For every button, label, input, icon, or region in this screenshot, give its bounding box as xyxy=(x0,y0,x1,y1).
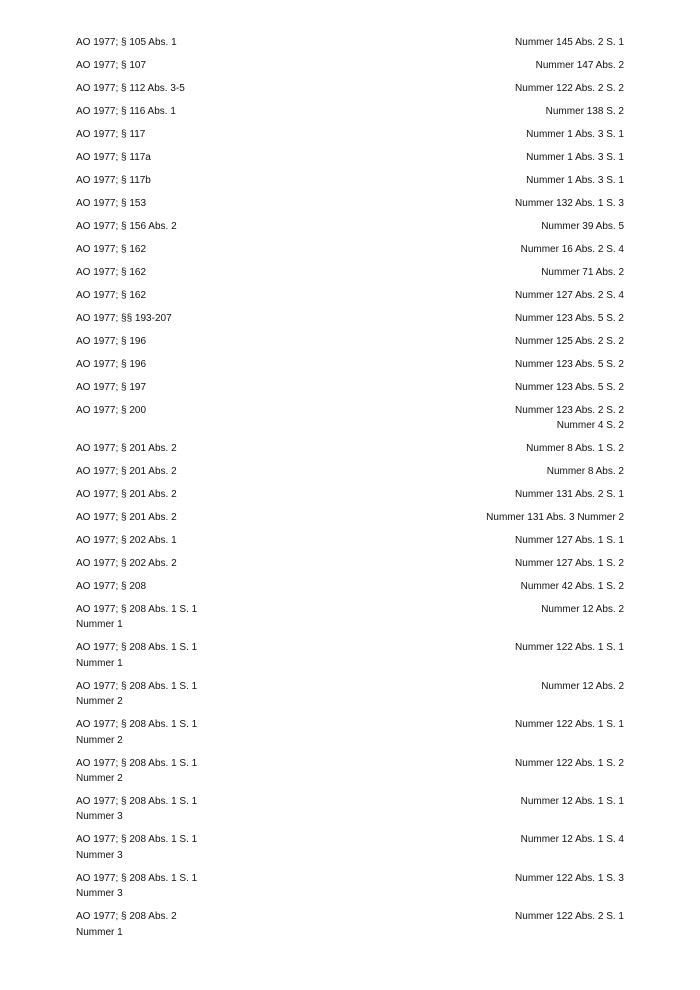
section-reference-line: Nummer 147 Abs. 2 xyxy=(535,59,624,71)
law-reference xyxy=(76,334,336,349)
section-reference-line: Nummer 1 Abs. 3 S. 1 xyxy=(526,128,624,140)
law-reference xyxy=(76,35,336,50)
index-entry xyxy=(76,756,624,787)
section-reference-line: Nummer 145 Abs. 2 S. 1 xyxy=(515,37,624,48)
law-reference-line: AO 1977; § 162 xyxy=(76,243,147,255)
index-entry xyxy=(76,487,624,502)
law-reference xyxy=(76,288,336,303)
law-reference-line: Nummer 2 xyxy=(76,734,123,746)
section-reference-line: Nummer 123 Abs. 5 S. 2 xyxy=(515,358,624,370)
index-entry xyxy=(76,311,624,326)
section-reference xyxy=(515,311,624,326)
law-reference-line: AO 1977; § 153 xyxy=(76,197,147,209)
section-reference-line: Nummer 122 Abs. 1 S. 3 xyxy=(515,872,624,884)
index-entry xyxy=(76,196,624,211)
section-reference-line: Nummer 1 Abs. 3 S. 1 xyxy=(526,174,624,186)
index-entry xyxy=(76,150,624,165)
section-reference-line: Nummer 127 Abs. 2 S. 4 xyxy=(515,289,624,301)
law-reference-line: AO 1977; § 208 Abs. 1 S. 1 xyxy=(76,719,198,731)
law-reference-line: AO 1977; § 201 Abs. 2 xyxy=(76,512,177,524)
index-entry xyxy=(76,357,624,372)
index-list xyxy=(0,35,700,940)
law-reference xyxy=(76,832,336,863)
section-reference-line: Nummer 12 Abs. 1 S. 1 xyxy=(520,795,624,807)
law-reference-line: AO 1977; § 196 xyxy=(76,335,147,347)
index-entry xyxy=(76,219,624,234)
law-reference-line: AO 1977; § 208 Abs. 1 S. 1 xyxy=(76,795,198,807)
law-reference-line: AO 1977; § 197 xyxy=(76,381,147,393)
law-reference-line: AO 1977; § 202 Abs. 1 xyxy=(76,535,177,547)
law-reference xyxy=(76,81,336,96)
section-reference xyxy=(515,756,624,771)
index-entry xyxy=(76,909,624,940)
section-reference-line: Nummer 16 Abs. 2 S. 4 xyxy=(520,243,624,255)
index-entry xyxy=(76,104,624,119)
law-reference-line: Nummer 3 xyxy=(76,888,123,900)
section-reference-line: Nummer 122 Abs. 1 S. 1 xyxy=(515,719,624,731)
law-reference-line: AO 1977; § 156 Abs. 2 xyxy=(76,220,177,232)
law-reference xyxy=(76,403,336,418)
law-reference-line: AO 1977; § 208 Abs. 1 S. 1 xyxy=(76,604,198,616)
section-reference xyxy=(515,357,624,372)
section-reference-line: Nummer 4 S. 2 xyxy=(556,420,624,432)
section-reference-line: Nummer 125 Abs. 2 S. 2 xyxy=(515,335,624,347)
law-reference-line: AO 1977; §§ 193-207 xyxy=(76,312,172,324)
section-reference xyxy=(526,441,624,456)
index-entry xyxy=(76,242,624,257)
section-reference xyxy=(541,265,624,280)
law-reference-line: AO 1977; § 117 xyxy=(76,128,146,140)
law-reference-line: AO 1977; § 208 Abs. 1 S. 1 xyxy=(76,757,198,769)
law-reference-line: AO 1977; § 208 Abs. 1 S. 1 xyxy=(76,680,198,692)
index-entry xyxy=(76,127,624,142)
law-reference xyxy=(76,150,336,165)
index-entry xyxy=(76,35,624,50)
index-entry xyxy=(76,510,624,525)
section-reference xyxy=(526,127,624,142)
section-reference xyxy=(526,150,624,165)
section-reference-line: Nummer 8 Abs. 1 S. 2 xyxy=(526,443,624,455)
law-reference-line: AO 1977; § 196 xyxy=(76,358,147,370)
law-reference-line: AO 1977; § 117a xyxy=(76,151,151,163)
index-entry xyxy=(76,265,624,280)
law-reference-line: AO 1977; § 208 Abs. 1 S. 1 xyxy=(76,642,198,654)
index-entry xyxy=(76,602,624,633)
index-entry xyxy=(76,58,624,73)
section-reference xyxy=(486,510,624,525)
section-reference xyxy=(515,640,624,655)
law-reference-line: AO 1977; § 105 Abs. 1 xyxy=(76,37,177,48)
law-reference xyxy=(76,104,336,119)
section-reference xyxy=(515,533,624,548)
index-entry xyxy=(76,579,624,594)
section-reference-line: Nummer 71 Abs. 2 xyxy=(541,266,624,278)
law-reference xyxy=(76,756,336,787)
section-reference-line: Nummer 131 Abs. 3 Nummer 2 xyxy=(486,512,624,524)
section-reference xyxy=(515,35,624,50)
law-reference-line: AO 1977; § 107 xyxy=(76,59,147,71)
section-reference xyxy=(521,242,624,257)
section-reference-line: Nummer 42 Abs. 1 S. 2 xyxy=(520,581,624,593)
law-reference-line: AO 1977; § 162 xyxy=(76,266,147,278)
section-reference-line: Nummer 123 Abs. 5 S. 2 xyxy=(515,312,624,324)
index-entry xyxy=(76,717,624,748)
index-entry xyxy=(76,679,624,710)
index-entry xyxy=(76,173,624,188)
section-reference-line: Nummer 39 Abs. 5 xyxy=(541,220,624,232)
law-reference-line: AO 1977; § 201 Abs. 2 xyxy=(76,489,177,501)
law-reference-line: Nummer 1 xyxy=(76,619,123,631)
section-reference-line: Nummer 122 Abs. 2 S. 2 xyxy=(515,82,624,94)
law-reference-line: AO 1977; § 208 Abs. 1 S. 1 xyxy=(76,834,198,846)
law-reference-line: AO 1977; § 208 xyxy=(76,581,147,593)
law-reference-line: AO 1977; § 201 Abs. 2 xyxy=(76,443,177,455)
law-reference xyxy=(76,533,336,548)
index-entry xyxy=(76,380,624,395)
section-reference xyxy=(515,334,624,349)
law-reference xyxy=(76,357,336,372)
section-reference-line: Nummer 12 Abs. 2 xyxy=(541,680,624,692)
law-reference xyxy=(76,127,336,142)
section-reference xyxy=(521,832,624,847)
section-reference-line: Nummer 8 Abs. 2 xyxy=(546,466,624,478)
index-entry xyxy=(76,533,624,548)
law-reference xyxy=(76,441,336,456)
section-reference-line: Nummer 123 Abs. 5 S. 2 xyxy=(515,381,624,393)
law-reference xyxy=(76,196,336,211)
index-entry xyxy=(76,640,624,671)
section-reference xyxy=(515,403,624,434)
law-reference xyxy=(76,794,336,825)
law-reference-line: AO 1977; § 202 Abs. 2 xyxy=(76,558,177,570)
law-reference xyxy=(76,242,336,257)
section-reference-line: Nummer 138 S. 2 xyxy=(545,105,624,117)
section-reference xyxy=(541,219,624,234)
law-reference xyxy=(76,311,336,326)
section-reference xyxy=(521,579,624,594)
law-reference-line: Nummer 3 xyxy=(76,811,123,823)
section-reference xyxy=(541,602,624,617)
section-reference xyxy=(515,717,624,732)
section-reference-line: Nummer 131 Abs. 2 S. 1 xyxy=(515,489,624,501)
section-reference xyxy=(541,679,624,694)
index-entry xyxy=(76,334,624,349)
law-reference xyxy=(76,602,336,633)
law-reference xyxy=(76,579,336,594)
law-reference-line: AO 1977; § 208 Abs. 2 xyxy=(76,911,177,923)
index-entry xyxy=(76,871,624,902)
section-reference-line: Nummer 122 Abs. 1 S. 1 xyxy=(515,642,624,654)
section-reference-line: Nummer 123 Abs. 2 S. 2 xyxy=(515,404,624,416)
section-reference xyxy=(515,556,624,571)
law-reference xyxy=(76,219,336,234)
section-reference xyxy=(547,464,624,479)
section-reference-line: Nummer 132 Abs. 1 S. 3 xyxy=(515,197,624,209)
law-reference xyxy=(76,58,336,73)
law-reference-line: AO 1977; § 162 xyxy=(76,289,147,301)
index-entry xyxy=(76,403,624,434)
section-reference xyxy=(546,104,624,119)
law-reference-line: AO 1977; § 201 Abs. 2 xyxy=(76,466,177,478)
section-reference xyxy=(515,380,624,395)
law-reference xyxy=(76,871,336,902)
section-reference xyxy=(521,794,624,809)
section-reference xyxy=(515,288,624,303)
section-reference-line: Nummer 127 Abs. 1 S. 1 xyxy=(515,535,624,547)
section-reference-line: Nummer 12 Abs. 2 xyxy=(541,604,624,616)
law-reference-line: AO 1977; § 200 xyxy=(76,404,147,416)
section-reference xyxy=(536,58,624,73)
law-reference xyxy=(76,380,336,395)
index-entry xyxy=(76,441,624,456)
index-entry xyxy=(76,81,624,96)
section-reference xyxy=(526,173,624,188)
law-reference xyxy=(76,640,336,671)
law-reference-line: Nummer 3 xyxy=(76,849,123,861)
law-reference-line: AO 1977; § 117b xyxy=(76,174,151,186)
section-reference xyxy=(515,196,624,211)
law-reference xyxy=(76,464,336,479)
section-reference-line: Nummer 12 Abs. 1 S. 4 xyxy=(520,834,624,846)
index-entry xyxy=(76,832,624,863)
law-reference xyxy=(76,679,336,710)
section-reference-line: Nummer 122 Abs. 2 S. 1 xyxy=(515,911,624,923)
section-reference-line: Nummer 1 Abs. 3 S. 1 xyxy=(526,151,624,163)
law-reference xyxy=(76,173,336,188)
section-reference-line: Nummer 122 Abs. 1 S. 2 xyxy=(515,757,624,769)
law-reference-line: Nummer 1 xyxy=(76,657,123,669)
section-reference xyxy=(515,487,624,502)
law-reference-line: Nummer 1 xyxy=(76,926,123,938)
index-entry xyxy=(76,288,624,303)
law-reference-line: Nummer 2 xyxy=(76,773,123,784)
section-reference xyxy=(515,909,624,924)
law-reference-line: Nummer 2 xyxy=(76,696,123,708)
law-reference-line: AO 1977; § 208 Abs. 1 S. 1 xyxy=(76,872,198,884)
index-entry xyxy=(76,794,624,825)
law-reference xyxy=(76,510,336,525)
section-reference xyxy=(515,81,624,96)
law-reference-line: AO 1977; § 112 Abs. 3-5 xyxy=(76,82,185,94)
section-reference xyxy=(515,871,624,886)
law-reference xyxy=(76,717,336,748)
index-entry xyxy=(76,556,624,571)
section-reference-line: Nummer 127 Abs. 1 S. 2 xyxy=(515,558,624,570)
law-reference xyxy=(76,556,336,571)
law-reference xyxy=(76,909,336,940)
law-reference xyxy=(76,487,336,502)
law-reference xyxy=(76,265,336,280)
law-reference-line: AO 1977; § 116 Abs. 1 xyxy=(76,105,176,117)
index-entry xyxy=(76,464,624,479)
